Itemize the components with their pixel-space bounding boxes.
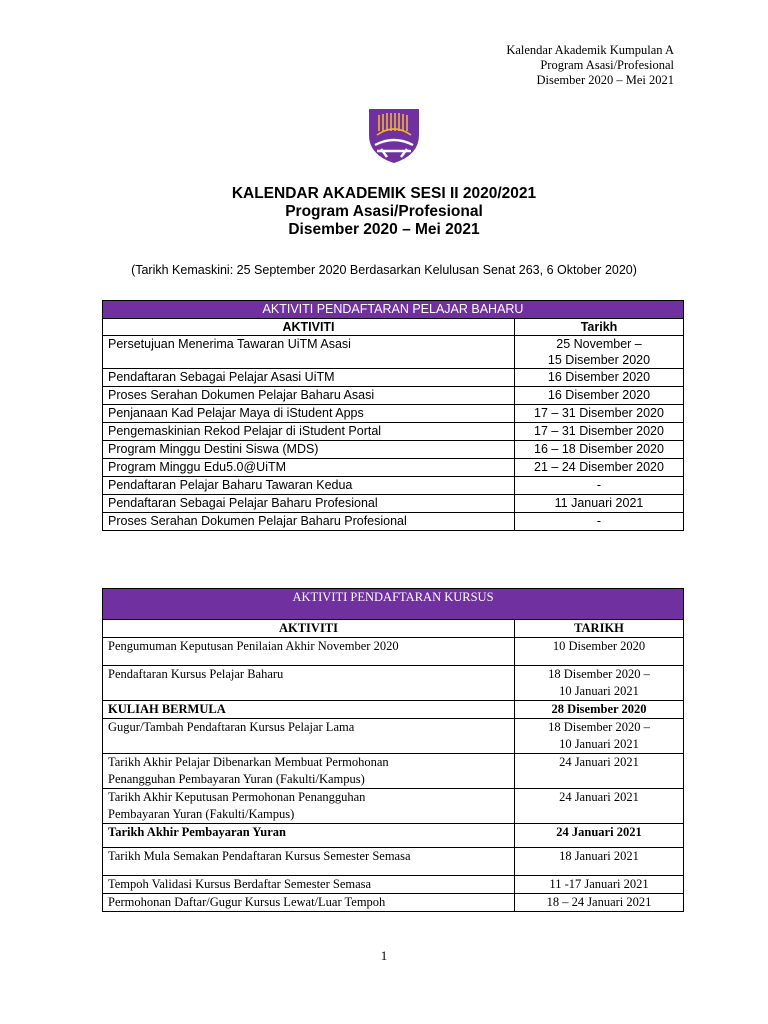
- column-header-date: Tarikh: [515, 319, 684, 336]
- header-line-3: Disember 2020 – Mei 2021: [536, 73, 674, 87]
- date-cell: 18 Januari 2021: [515, 848, 684, 876]
- activity-cell: Persetujuan Menerima Tawaran UiTM Asasi: [103, 336, 515, 369]
- table-row: [103, 459, 684, 477]
- table-row: [103, 894, 684, 912]
- uitm-crest-icon: [365, 105, 423, 167]
- header-line-1: Kalendar Akademik Kumpulan A: [506, 43, 674, 57]
- date-cell: 11 -17 Januari 2021: [515, 876, 684, 894]
- activity-cell: Permohonan Daftar/Gugur Kursus Lewat/Luar Tempoh: [103, 894, 515, 912]
- activity-cell: KULIAH BERMULA: [103, 701, 515, 719]
- title-line-1: KALENDAR AKADEMIK SESI II 2020/2021: [231, 185, 537, 202]
- date-cell: 17 – 31 Disember 2020: [515, 405, 684, 423]
- activity-cell: Pendaftaran Kursus Pelajar Baharu: [103, 666, 515, 701]
- table-row: [103, 638, 684, 666]
- table-banner: AKTIVITI PENDAFTARAN KURSUS: [103, 589, 684, 620]
- activity-cell: Tarikh Akhir Keputusan Permohonan Penangguhan Pembayaran Yuran (Fakulti/Kampus): [103, 789, 515, 824]
- title-line-3: Disember 2020 – Mei 2021: [288, 221, 480, 238]
- document-title: [0, 185, 768, 239]
- date-cell: 16 – 18 Disember 2020: [515, 441, 684, 459]
- date-cell: 28 Disember 2020: [515, 701, 684, 719]
- activity-cell: Pendaftaran Sebagai Pelajar Asasi UiTM: [103, 369, 515, 387]
- date-cell: 18 Disember 2020 – 10 Januari 2021: [515, 719, 684, 754]
- activity-cell: Tarikh Mula Semakan Pendaftaran Kursus Semester Semasa: [103, 848, 515, 876]
- activity-cell: Gugur/Tambah Pendaftaran Kursus Pelajar Lama: [103, 719, 515, 754]
- activity-cell: Proses Serahan Dokumen Pelajar Baharu Profesional: [103, 513, 515, 531]
- activity-cell: Tempoh Validasi Kursus Berdaftar Semester Semasa: [103, 876, 515, 894]
- date-cell: 16 Disember 2020: [515, 387, 684, 405]
- activity-cell: Tarikh Akhir Pembayaran Yuran: [103, 824, 515, 848]
- student-registration-table: [102, 300, 684, 531]
- date-cell: -: [515, 477, 684, 495]
- date-cell: 21 – 24 Disember 2020: [515, 459, 684, 477]
- activity-cell: Pendaftaran Pelajar Baharu Tawaran Kedua: [103, 477, 515, 495]
- title-line-2: Program Asasi/Profesional: [285, 203, 483, 220]
- update-note: (Tarikh Kemaskini: 25 September 2020 Berdasarkan Kelulusan Senat 263, 6 Oktober 2020): [131, 263, 637, 277]
- table-row: [103, 789, 684, 824]
- date-cell: 18 – 24 Januari 2021: [515, 894, 684, 912]
- table-row: [103, 369, 684, 387]
- table-row: [103, 824, 684, 848]
- table-banner: AKTIVITI PENDAFTARAN PELAJAR BAHARU: [103, 301, 684, 319]
- date-cell: 10 Disember 2020: [515, 638, 684, 666]
- date-cell: 16 Disember 2020: [515, 369, 684, 387]
- table-row: [103, 754, 684, 789]
- activity-cell: Pendaftaran Sebagai Pelajar Baharu Profesional: [103, 495, 515, 513]
- date-cell: 11 Januari 2021: [515, 495, 684, 513]
- activity-cell: Program Minggu Destini Siswa (MDS): [103, 441, 515, 459]
- activity-cell: Tarikh Akhir Pelajar Dibenarkan Membuat Permohonan Penangguhan Pembayaran Yuran (Fakulti/Kampus): [103, 754, 515, 789]
- table-row: [103, 701, 684, 719]
- activity-cell: Proses Serahan Dokumen Pelajar Baharu Asasi: [103, 387, 515, 405]
- page-number: 1: [380, 948, 388, 963]
- table-row: [103, 441, 684, 459]
- table-row: [103, 405, 684, 423]
- date-cell: 18 Disember 2020 – 10 Januari 2021: [515, 666, 684, 701]
- table-row: [103, 876, 684, 894]
- table-row: [103, 423, 684, 441]
- date-cell: -: [515, 513, 684, 531]
- table-row: [103, 848, 684, 876]
- date-cell: 17 – 31 Disember 2020: [515, 423, 684, 441]
- date-cell: 25 November – 15 Disember 2020: [515, 336, 684, 369]
- column-header-activity: AKTIVITI: [103, 319, 515, 336]
- column-header-activity: AKTIVITI: [103, 620, 515, 638]
- table-row: [103, 387, 684, 405]
- table-row: [103, 336, 684, 369]
- activity-cell: Pengumuman Keputusan Penilaian Akhir November 2020: [103, 638, 515, 666]
- activity-cell: Penjanaan Kad Pelajar Maya di iStudent Apps: [103, 405, 515, 423]
- activity-cell: Program Minggu Edu5.0@UiTM: [103, 459, 515, 477]
- table-row: [103, 513, 684, 531]
- document-header: [506, 43, 674, 88]
- column-header-date: TARIKH: [515, 620, 684, 638]
- header-line-2: Program Asasi/Profesional: [540, 58, 674, 72]
- date-cell: 24 Januari 2021: [515, 824, 684, 848]
- date-cell: 24 Januari 2021: [515, 789, 684, 824]
- activity-cell: Pengemaskinian Rekod Pelajar di iStudent Portal: [103, 423, 515, 441]
- table-row: [103, 495, 684, 513]
- table-row: [103, 666, 684, 701]
- course-registration-table: [102, 588, 684, 912]
- table-row: [103, 719, 684, 754]
- table-row: [103, 477, 684, 495]
- date-cell: 24 Januari 2021: [515, 754, 684, 789]
